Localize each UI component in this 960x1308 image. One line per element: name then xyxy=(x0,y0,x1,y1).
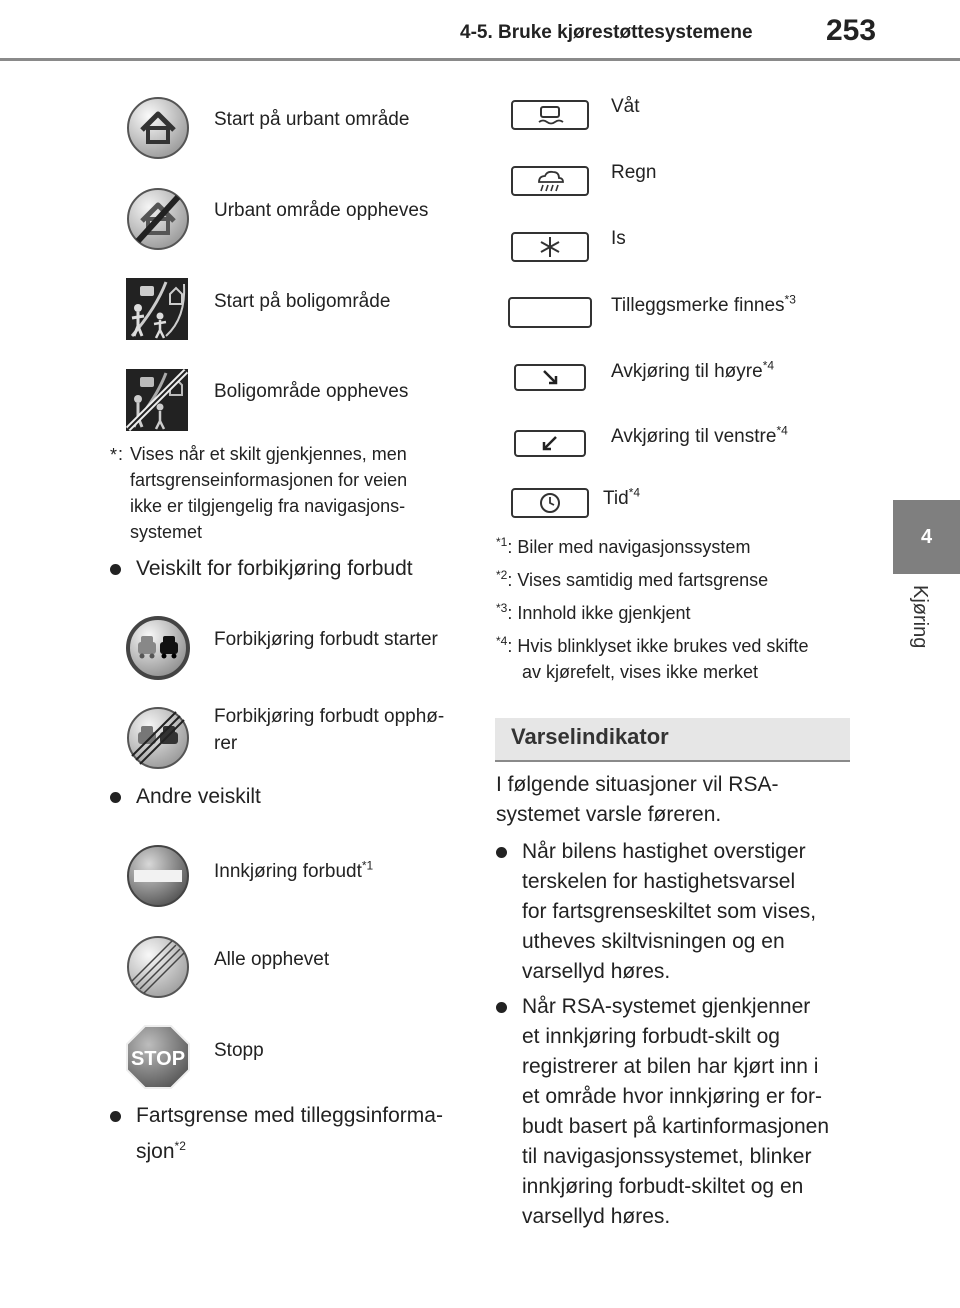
sign-label: Boligområde oppheves xyxy=(214,381,409,402)
exit-left-panel xyxy=(514,430,586,457)
clock-icon xyxy=(513,490,587,516)
section-divider xyxy=(495,760,850,762)
header-divider xyxy=(0,58,960,61)
sign-label: rer xyxy=(214,733,238,754)
urban-area-end-sign-icon xyxy=(126,187,190,251)
bullet-dot xyxy=(110,1111,121,1122)
footnote-text: systemet xyxy=(130,522,203,542)
rain-panel xyxy=(511,166,589,196)
list-item: Når bilens hastighet overstiger terskelen for hastighetsvarsel for fartsgrenseskiltet som vises, utheves skiltvisningen og en varsellyd høres. xyxy=(496,837,856,987)
list-item: Fartsgrense med tilleggsinforma- sjon$^{*2}$ xyxy=(110,1101,480,1171)
bullet-dot xyxy=(110,564,121,575)
snowflake-icon xyxy=(513,234,587,260)
end-all-restrictions-sign-icon xyxy=(126,935,190,999)
panel-label: Regn xyxy=(611,162,657,183)
paragraph-line: I følgende situasjoner vil RSA- xyxy=(496,773,779,796)
panel-label: Avkjøring til høyre$^{*4}$ xyxy=(611,358,775,382)
sign-label: Alle opphevet xyxy=(214,949,330,970)
footnote-text: fartsgrenseinformasjonen for veien xyxy=(130,470,408,490)
arrow-down-right-icon xyxy=(516,366,584,389)
panel-label: Våt xyxy=(611,96,640,117)
empty-panel-icon xyxy=(510,299,590,326)
section-header xyxy=(495,718,850,760)
arrow-down-left-icon xyxy=(516,432,584,455)
residential-area-end-sign-icon xyxy=(126,369,188,431)
panel-label: Avkjøring til venstre$^{*4}$ xyxy=(611,423,788,447)
no-overtaking-sign-icon xyxy=(126,616,190,680)
chapter-tab[interactable]: 4 xyxy=(893,500,960,574)
footnote: av kjørefelt, vises ikke merket xyxy=(522,662,759,682)
section-title: 4-5. Bruke kjørestøttesystemene xyxy=(460,22,753,43)
footnote-text: ikke er tilgjengelig fra navigasjons- xyxy=(130,496,406,516)
residential-area-start-sign-icon xyxy=(126,278,188,340)
list-item: Andre veiskilt xyxy=(110,782,470,814)
panel-label: Tilleggsmerke finnes$^{*3}$ xyxy=(611,292,796,316)
urban-area-start-sign-icon xyxy=(126,96,190,160)
panel-label: Tid$^{*4}$ xyxy=(603,485,641,509)
bullet-dot xyxy=(496,1002,507,1013)
no-overtaking-end-sign-icon xyxy=(126,706,190,770)
bullet-dot xyxy=(496,847,507,858)
no-entry-sign-icon xyxy=(126,844,190,908)
ice-panel xyxy=(511,232,589,262)
time-panel xyxy=(511,488,589,518)
bullet-dot xyxy=(110,792,121,803)
wet-road-icon xyxy=(513,102,587,128)
svg-text:STOP: STOP xyxy=(130,1048,186,1070)
footnote: $^{*2}$: Vises samtidig med fartsgrense xyxy=(496,568,769,590)
exit-right-panel xyxy=(514,364,586,391)
rain-icon xyxy=(513,168,587,194)
footnote: $^{*4}$: Hvis blinklyset ikke brukes ved skifte xyxy=(496,634,809,656)
sign-label: Forbikjøring forbudt starter xyxy=(214,629,438,650)
sign-label: Urbant område oppheves xyxy=(214,200,429,221)
sign-label: Forbikjøring forbudt opphø- xyxy=(214,706,445,727)
stop-sign-icon xyxy=(126,1025,190,1089)
supplementary-panel xyxy=(508,297,592,328)
footnote-mark: * xyxy=(110,445,118,465)
sign-label: Innkjøring forbudt$^{*1}$ xyxy=(214,858,374,882)
panel-label: Is xyxy=(611,228,626,249)
footnote: $^{*1}$: Biler med navigasjonssystem xyxy=(496,535,751,557)
footnote: $^{*3}$: Innhold ikke gjenkjent xyxy=(496,601,691,623)
sign-label: Start på boligområde xyxy=(214,291,391,312)
sign-label: Start på urbant område xyxy=(214,109,410,130)
paragraph-line: systemet varsle føreren. xyxy=(496,803,722,826)
page-number: 253 xyxy=(826,14,877,47)
section-header-title: Varselindikator xyxy=(511,724,669,749)
wet-road-panel xyxy=(511,100,589,130)
chapter-tab-label: Kjøring xyxy=(909,585,931,649)
list-item: Når RSA-systemet gjenkjenner et innkjøring forbudt-skilt og registrerer at bilen har kjørt inn i et område hvor innkjøring er for- budt basert på kartinformasjonen til navigasjonssystemet, blinker innkjøring forbudt-skiltet og en varsellyd høres. xyxy=(496,992,856,1232)
list-item: Veiskilt for forbikjøring forbudt xyxy=(110,554,470,586)
footnote-colon: : xyxy=(118,444,124,464)
footnote-text: Vises når et skilt gjenkjennes, men xyxy=(130,444,407,464)
sign-label: Stopp xyxy=(214,1040,264,1061)
